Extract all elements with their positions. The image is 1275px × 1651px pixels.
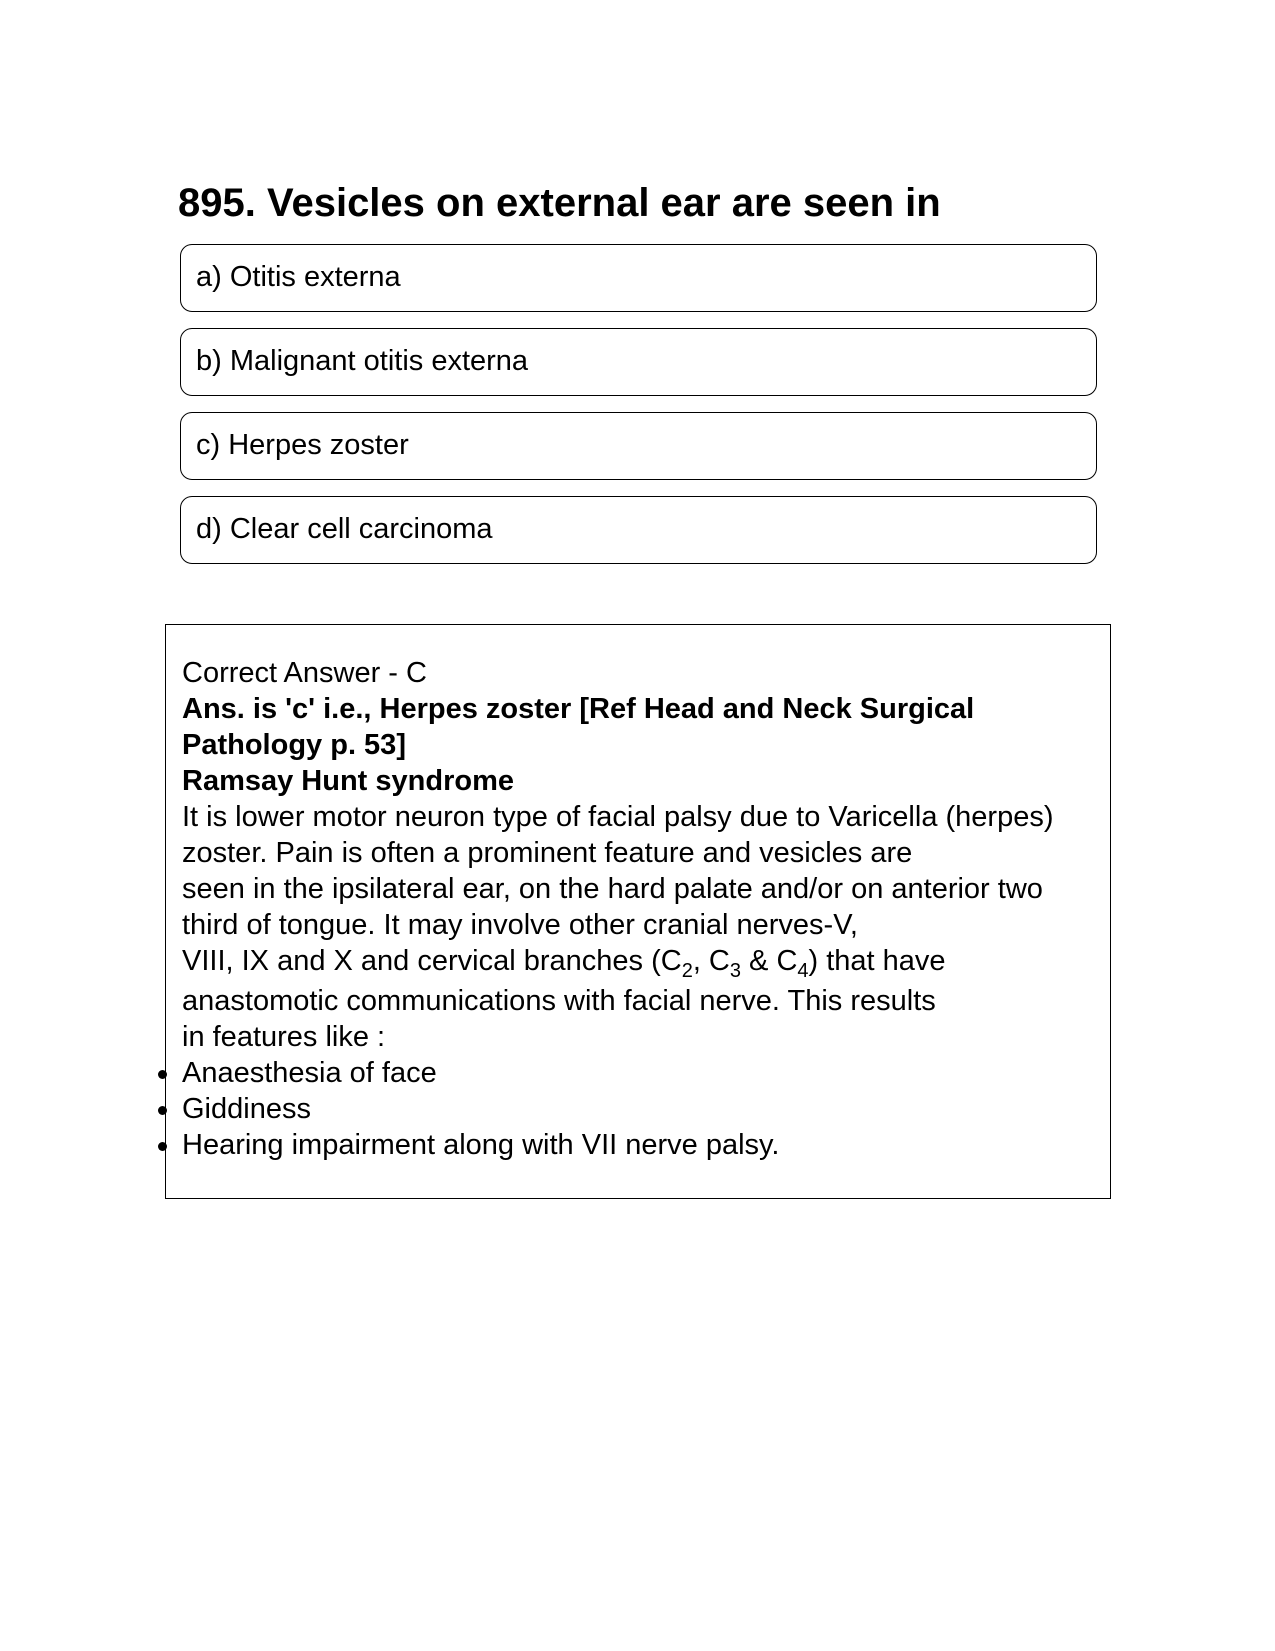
explanation-line: zoster. Pain is often a prominent feature and vesicles are (182, 837, 913, 869)
question-text: Vesicles on external ear are seen in (266, 181, 941, 225)
list-item: Giddiness (182, 1091, 1082, 1127)
correct-answer: Correct Answer - C (182, 657, 427, 689)
list-item: Anaesthesia of face (182, 1055, 1082, 1091)
option-b[interactable]: b) Malignant otitis externa (180, 328, 1097, 396)
explanation-heading: Ramsay Hunt syndrome (182, 765, 514, 797)
question-title (178, 178, 941, 228)
question-number: 895. (178, 181, 256, 225)
explanation-line: seen in the ipsilateral ear, on the hard palate and/or on anterior two (182, 873, 1043, 905)
subscript-4: 4 (797, 960, 809, 982)
subscript-2: 2 (681, 960, 693, 982)
options-list (180, 244, 1097, 580)
explanation-line: It is lower motor neuron type of facial palsy due to Varicella (herpes) (182, 801, 1054, 833)
subscript-3: 3 (729, 960, 741, 982)
option-c[interactable]: c) Herpes zoster (180, 412, 1097, 480)
answer-explanation-box (165, 624, 1111, 1199)
line-fragment: & C (741, 945, 798, 977)
line-fragment: ) that have (808, 945, 946, 977)
line-fragment: VIII, IX and X and cervical branches (C (182, 945, 682, 977)
features-list (182, 1055, 1082, 1163)
answer-content (182, 655, 1082, 1163)
explanation-line (182, 943, 1082, 982)
option-a[interactable]: a) Otitis externa (180, 244, 1097, 312)
line-fragment: , C (692, 945, 730, 977)
answer-reference: Ans. is 'c' i.e., Herpes zoster [Ref Head and Neck Surgical Pathology p. 53] (182, 693, 975, 761)
list-item: Hearing impairment along with VII nerve palsy. (182, 1127, 1082, 1163)
explanation-line: in features like : (182, 1021, 386, 1053)
option-d[interactable]: d) Clear cell carcinoma (180, 496, 1097, 564)
explanation-line: third of tongue. It may involve other cranial nerves-V, (182, 909, 858, 941)
explanation-paragraph (182, 799, 1082, 1055)
explanation-line: anastomotic communications with facial nerve. This results (182, 985, 936, 1017)
